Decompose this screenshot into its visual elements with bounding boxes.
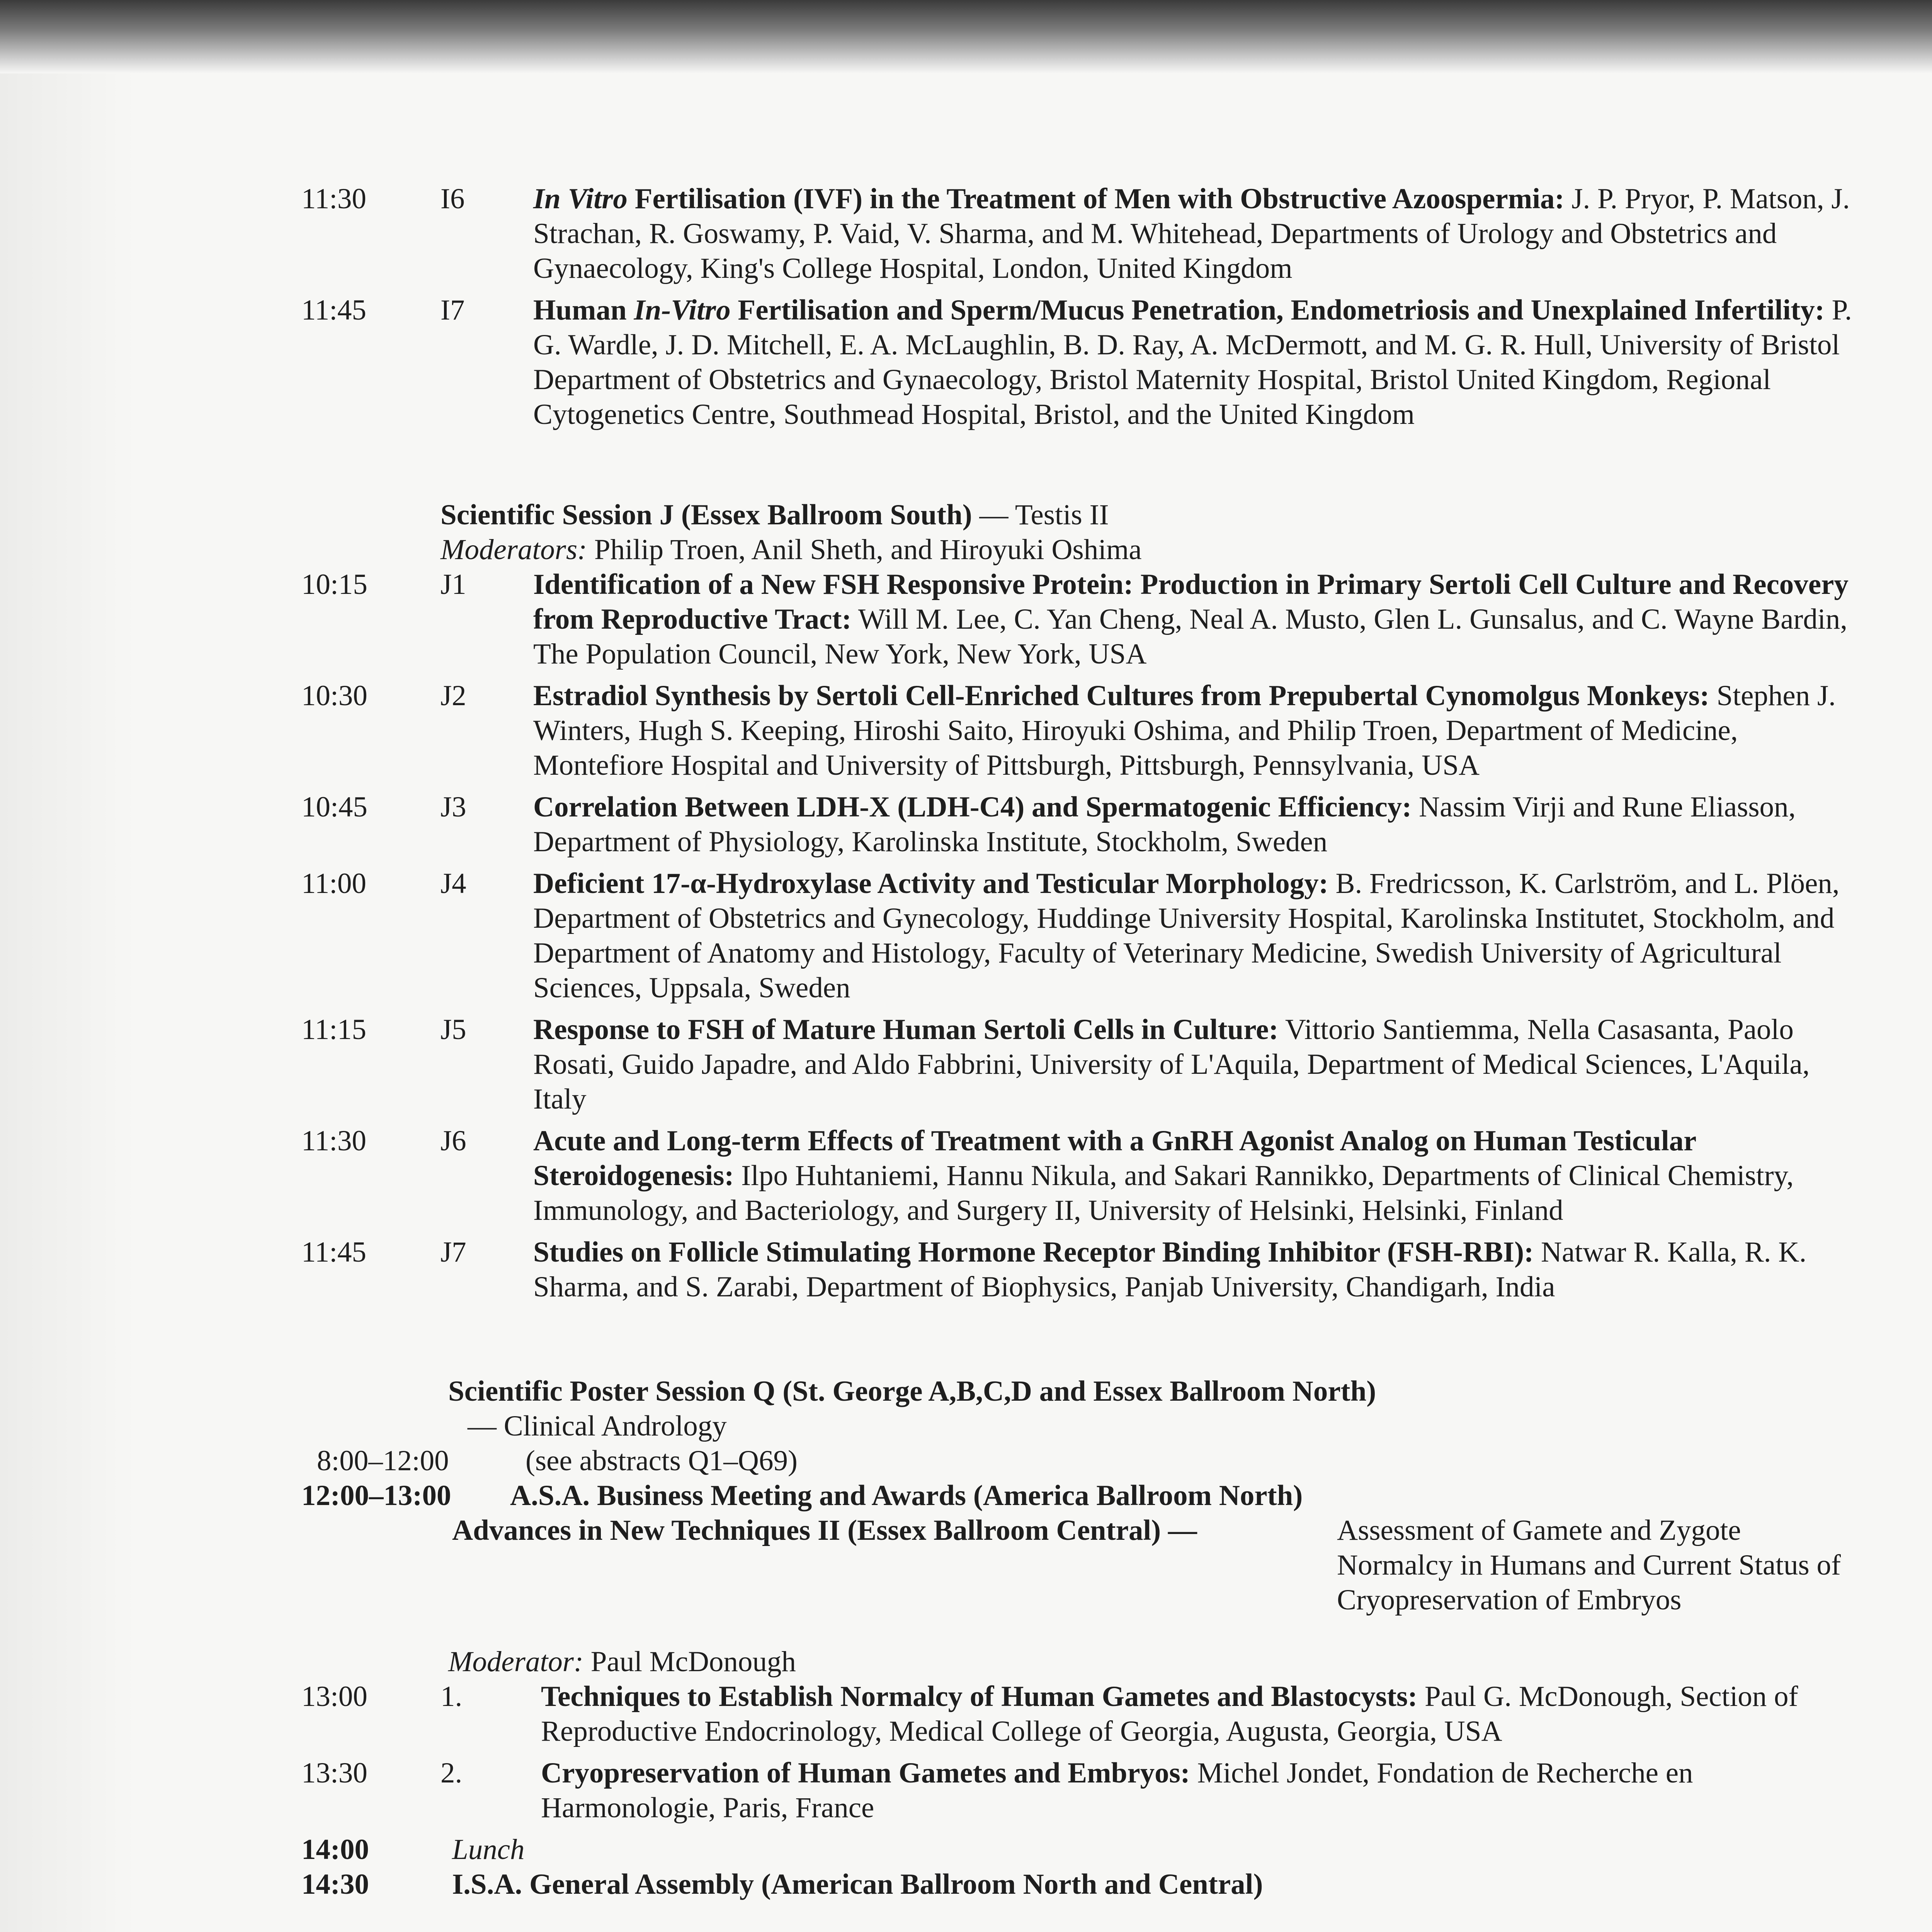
session-j-entries bbox=[301, 567, 1862, 1304]
lunch-row bbox=[301, 1832, 1862, 1867]
entry-text bbox=[533, 182, 1862, 286]
entry-authors: Stephen J. Winters, Hugh S. Keeping, Hiroshi Saito, Hiroyuki Oshima, and Philip Troen, Department of Medicine, Montefiore Hospital and University of Pittsburgh, Pittsburgh, Pennsylvania, USA bbox=[533, 680, 1836, 781]
entry-time: 11:30 bbox=[301, 183, 367, 215]
session-topic: — Testis II bbox=[972, 499, 1109, 531]
moderator-label: Moderator: bbox=[448, 1646, 583, 1678]
program-entry bbox=[301, 1012, 1862, 1117]
advances-title: Advances in New Techniques II (Essex Ballroom Central) — bbox=[452, 1514, 1197, 1546]
entry-code: J4 bbox=[440, 867, 466, 900]
moderators-label: Moderators: bbox=[440, 534, 587, 566]
entry-authors: Paul G. McDonough, Section of Reproductive Endocrinology, Medical College of Georgia, Augusta, Georgia, USA bbox=[541, 1680, 1798, 1747]
entry-authors: B. Fredricsson, K. Carlström, and L. Plöen, Department of Obstetrics and Gynecology, Huddinge University Hospital, Karolinska Institutet, Stockholm, and Department of Anatomy and Histology, Faculty of Veterinary Medicine, Swedish University of Agricultural Sciences, Uppsala, Sweden bbox=[533, 867, 1840, 1004]
entry-title: Estradiol Synthesis by Sertoli Cell-Enriched Cultures from Prepubertal Cynomolgus Monkeys: bbox=[533, 680, 1709, 712]
lunch-time: 14:00 bbox=[301, 1833, 369, 1866]
entry-time: 10:30 bbox=[301, 680, 367, 712]
entry-time: 11:15 bbox=[301, 1014, 367, 1046]
entry-authors: Will M. Lee, C. Yan Cheng, Neal A. Musto, Glen L. Gunsalus, and C. Wayne Bardin, The Population Council, New York, New York, USA bbox=[533, 603, 1847, 670]
entry-text bbox=[541, 1679, 1862, 1749]
entry-text bbox=[533, 1124, 1862, 1228]
entry-text bbox=[533, 1235, 1862, 1304]
entry-time: 10:45 bbox=[301, 791, 367, 823]
session-j-heading bbox=[440, 498, 1862, 532]
entry-title-part: Fertilisation and Sperm/Mucus Penetration, Endometriosis and Unexplained Infertility: bbox=[730, 294, 1825, 326]
entry-title: Techniques to Establish Normalcy of Human Gametes and Blastocysts: bbox=[541, 1680, 1418, 1713]
business-meeting-row bbox=[301, 1478, 1862, 1513]
advances-topic: Assessment of Gamete and Zygote Normalcy in Humans and Current Status of Cryopreservation of Embryos bbox=[1337, 1514, 1841, 1616]
session-i-entry-i7 bbox=[301, 293, 1862, 432]
session-j-moderators bbox=[440, 532, 1862, 567]
entry-authors: Michel Jondet, Fondation de Recherche en Harmonologie, Paris, France bbox=[541, 1757, 1693, 1824]
entry-title: Cryopreservation of Human Gametes and Embryos: bbox=[541, 1757, 1190, 1789]
assembly-text: I.S.A. General Assembly (American Ballroom North and Central) bbox=[452, 1868, 1263, 1900]
entry-time: 13:00 bbox=[301, 1680, 367, 1713]
entry-code: 1. bbox=[440, 1680, 463, 1713]
entry-time: 10:15 bbox=[301, 568, 367, 600]
entry-text bbox=[533, 567, 1862, 672]
entry-title-part: In Vitro bbox=[533, 183, 628, 215]
poster-time: 8:00–12:00 bbox=[317, 1445, 449, 1477]
entry-text bbox=[533, 790, 1862, 859]
entry-authors: P. G. Wardle, J. D. Mitchell, E. A. McLaughlin, B. D. Ray, A. McDermott, and M. G. R. Hull, University of Bristol Department of Obstetrics and Gynaecology, Bristol Maternity Hospital, Bristol United Kingdom, Regional Cytogenetics Centre, Southmead Hospital, Bristol, and the United Kingdom bbox=[533, 294, 1852, 430]
entry-title: Identification of a New FSH Responsive Protein: Production in Primary Sertoli Cell Culture and Recovery from Reproductive Tract: bbox=[533, 568, 1849, 635]
entry-text bbox=[533, 866, 1862, 1005]
entry-title: Correlation Between LDH-X (LDH-C4) and Spermatogenic Efficiency: bbox=[533, 791, 1412, 823]
entry-title: Acute and Long-term Effects of Treatment with a GnRH Agonist Analog on Human Testicular Steroidogenesis: bbox=[533, 1125, 1696, 1192]
entry-title-part: In-Vitro bbox=[634, 294, 731, 326]
program-entry bbox=[301, 1235, 1862, 1304]
entry-text bbox=[533, 679, 1862, 783]
entry-time: 11:00 bbox=[301, 867, 367, 900]
assembly-row bbox=[301, 1867, 1862, 1902]
entry-code: J1 bbox=[440, 568, 466, 600]
business-time: 12:00–13:00 bbox=[301, 1480, 451, 1512]
moderators-names: Philip Troen, Anil Sheth, and Hiroyuki Oshima bbox=[587, 534, 1142, 566]
entry-time: 13:30 bbox=[301, 1757, 367, 1789]
entry-time: 11:45 bbox=[301, 294, 367, 326]
advances-moderator bbox=[448, 1645, 1862, 1679]
entry-time: 11:45 bbox=[301, 1236, 367, 1268]
entry-authors: Natwar R. Kalla, R. K. Sharma, and S. Zarabi, Department of Biophysics, Panjab University, Chandigarh, India bbox=[533, 1236, 1807, 1303]
moderator-name: Paul McDonough bbox=[583, 1646, 796, 1678]
entry-authors: Nassim Virji and Rune Eliasson, Department of Physiology, Karolinska Institute, Stockholm, Sweden bbox=[533, 791, 1796, 858]
entry-title-part: Fertilisation (IVF) in the Treatment of Men with Obstructive Azoospermia: bbox=[627, 183, 1565, 215]
program-entry bbox=[301, 1124, 1862, 1228]
entry-text bbox=[533, 293, 1862, 432]
entry-code: J2 bbox=[440, 680, 466, 712]
entry-title: Deficient 17-α-Hydroxylase Activity and Testicular Morphology: bbox=[533, 867, 1328, 900]
poster-session-topic: — Clinical Andrology bbox=[468, 1410, 727, 1442]
entry-code: J5 bbox=[440, 1014, 466, 1046]
poster-session-q-heading bbox=[448, 1374, 1862, 1444]
program-page bbox=[301, 182, 1862, 1902]
poster-session-title: Scientific Poster Session Q (St. George A,B,C,D and Essex Ballroom North) bbox=[448, 1375, 1376, 1407]
business-text: A.S.A. Business Meeting and Awards (America Ballroom North) bbox=[510, 1480, 1303, 1512]
entry-code: I6 bbox=[440, 183, 465, 215]
session-title: Scientific Session J (Essex Ballroom South) bbox=[440, 499, 972, 531]
advances-heading bbox=[452, 1513, 1862, 1617]
entry-title: Studies on Follicle Stimulating Hormone Receptor Binding Inhibitor (FSH-RBI): bbox=[533, 1236, 1534, 1268]
entry-text bbox=[541, 1756, 1862, 1825]
program-entry bbox=[301, 679, 1862, 783]
lunch-text: Lunch bbox=[452, 1833, 525, 1866]
session-i-entry-i6 bbox=[301, 182, 1862, 286]
assembly-time: 14:30 bbox=[301, 1868, 369, 1900]
program-entry bbox=[301, 866, 1862, 1005]
entry-title: Response to FSH of Mature Human Sertoli Cells in Culture: bbox=[533, 1014, 1279, 1046]
program-entry bbox=[301, 1679, 1862, 1749]
poster-session-q-time-row bbox=[317, 1444, 1862, 1478]
entry-text bbox=[533, 1012, 1862, 1117]
advances-entries bbox=[301, 1679, 1862, 1825]
entry-code: J7 bbox=[440, 1236, 466, 1268]
entry-code: 2. bbox=[440, 1757, 463, 1789]
poster-abstracts: (see abstracts Q1–Q69) bbox=[526, 1445, 798, 1477]
scan-top-band bbox=[0, 0, 1932, 73]
program-entry bbox=[301, 790, 1862, 859]
entry-authors: J. P. Pryor, P. Matson, J. Strachan, R. Goswamy, P. Vaid, V. Sharma, and M. Whitehead, Departments of Urology and Obstetrics and Gynaecology, King's College Hospital, London, United Kingdom bbox=[533, 183, 1850, 284]
program-entry bbox=[301, 567, 1862, 672]
entry-code: J6 bbox=[440, 1125, 466, 1157]
entry-title-part: Human bbox=[533, 294, 634, 326]
entry-authors: Vittorio Santiemma, Nella Casasanta, Paolo Rosati, Guido Japadre, and Aldo Fabbrini, University of L'Aquila, Department of Medical Sciences, L'Aquila, Italy bbox=[533, 1014, 1810, 1115]
entry-code: J3 bbox=[440, 791, 466, 823]
program-entry bbox=[301, 1756, 1862, 1825]
entry-time: 11:30 bbox=[301, 1125, 367, 1157]
page-edge-shadow bbox=[0, 58, 135, 1932]
entry-authors: Ilpo Huhtaniemi, Hannu Nikula, and Sakari Rannikko, Departments of Clinical Chemistry, Immunology, and Bacteriology, and Surgery II, University of Helsinki, Helsinki, Finland bbox=[533, 1160, 1794, 1226]
entry-code: I7 bbox=[440, 294, 465, 326]
